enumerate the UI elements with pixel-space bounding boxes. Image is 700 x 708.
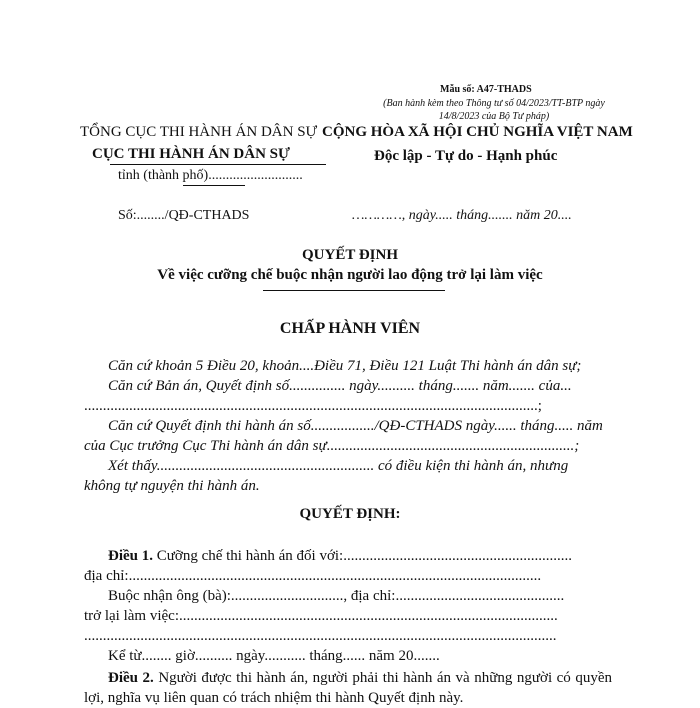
ground-line: Căn cứ Quyết định thi hành án số................./QĐ-CTHADS ngày...... tháng..... năm: [108, 418, 603, 434]
article-1-text: Cưỡng chế thi hành án đối với:.............................................................: [153, 548, 572, 564]
org-name-line2: CỤC THI HÀNH ÁN DÂN SỰ: [92, 146, 290, 162]
form-code: Mẫu số: A47-THADS: [440, 84, 532, 95]
ground-line: không tự nguyện thi hành án.: [84, 478, 260, 494]
document-number: Số:......../QĐ-CTHADS: [118, 208, 250, 223]
form-note: (Ban hành kèm theo Thông tư số 04/2023/TT-BTP ngày 14/8/2023 của Bộ Tư pháp): [383, 98, 605, 122]
document-title: QUYẾT ĐỊNH: [302, 247, 398, 263]
article-1-line: địa chỉ:..............................................................................................................: [84, 568, 542, 584]
decision-heading: QUYẾT ĐỊNH:: [299, 506, 401, 522]
article-1-line: [84, 548, 636, 565]
org-sub-underline: [183, 185, 245, 186]
article-1-line: ..............................................................................................................................: [84, 628, 557, 644]
ground-line: Căn cứ Bản án, Quyết định số............... ngày.......... tháng....... năm....... của...: [108, 378, 572, 394]
ground-line: Xét thấy.......................................................... có điều kiện thi hành án, nhưng: [108, 458, 569, 474]
org-name-line1: TỔNG CỤC THI HÀNH ÁN DÂN SỰ: [80, 124, 318, 140]
article-2-label: Điều 2.: [108, 670, 154, 686]
article-1-line: trở lại làm việc:.....................................................................................................: [84, 608, 558, 624]
org-underline: [110, 164, 326, 165]
national-motto: Độc lập - Tự do - Hạnh phúc: [374, 148, 558, 164]
article-2-paragraph: [84, 668, 612, 708]
org-name-line3: tỉnh (thành phố)...........................: [118, 168, 303, 183]
document-subtitle: Về việc cưỡng chế buộc nhận người lao động trở lại làm việc: [157, 267, 543, 283]
issuer-title: CHẤP HÀNH VIÊN: [279, 320, 421, 337]
subtitle-underline: [263, 290, 445, 291]
article-1-line: Buộc nhận ông (bà):.............................., địa chỉ:.............................................: [108, 588, 565, 604]
ground-line: của Cục trưởng Cục Thi hành án dân sự..................................................................;: [84, 438, 580, 454]
article-2-text: Người được thi hành án, người phải thi hành án và những người có quyền lợi, nghĩa vụ liên quan có trách nhiệm thi hành Quyết định này.: [84, 670, 612, 706]
ground-line: .........................................................................................................................;: [84, 398, 542, 414]
country-name: CỘNG HÒA XÃ HỘI CHỦ NGHĨA VIỆT NAM: [322, 124, 633, 140]
document-date: …………, ngày..... tháng....... năm 20....: [352, 208, 572, 223]
ground-line: Căn cứ khoản 5 Điều 20, khoản....Điều 71, Điều 121 Luật Thi hành án dân sự;: [108, 358, 582, 374]
article-1-line: Kể từ........ giờ.......... ngày........... tháng...... năm 20.......: [108, 648, 440, 664]
article-1-label: Điều 1.: [108, 548, 153, 564]
